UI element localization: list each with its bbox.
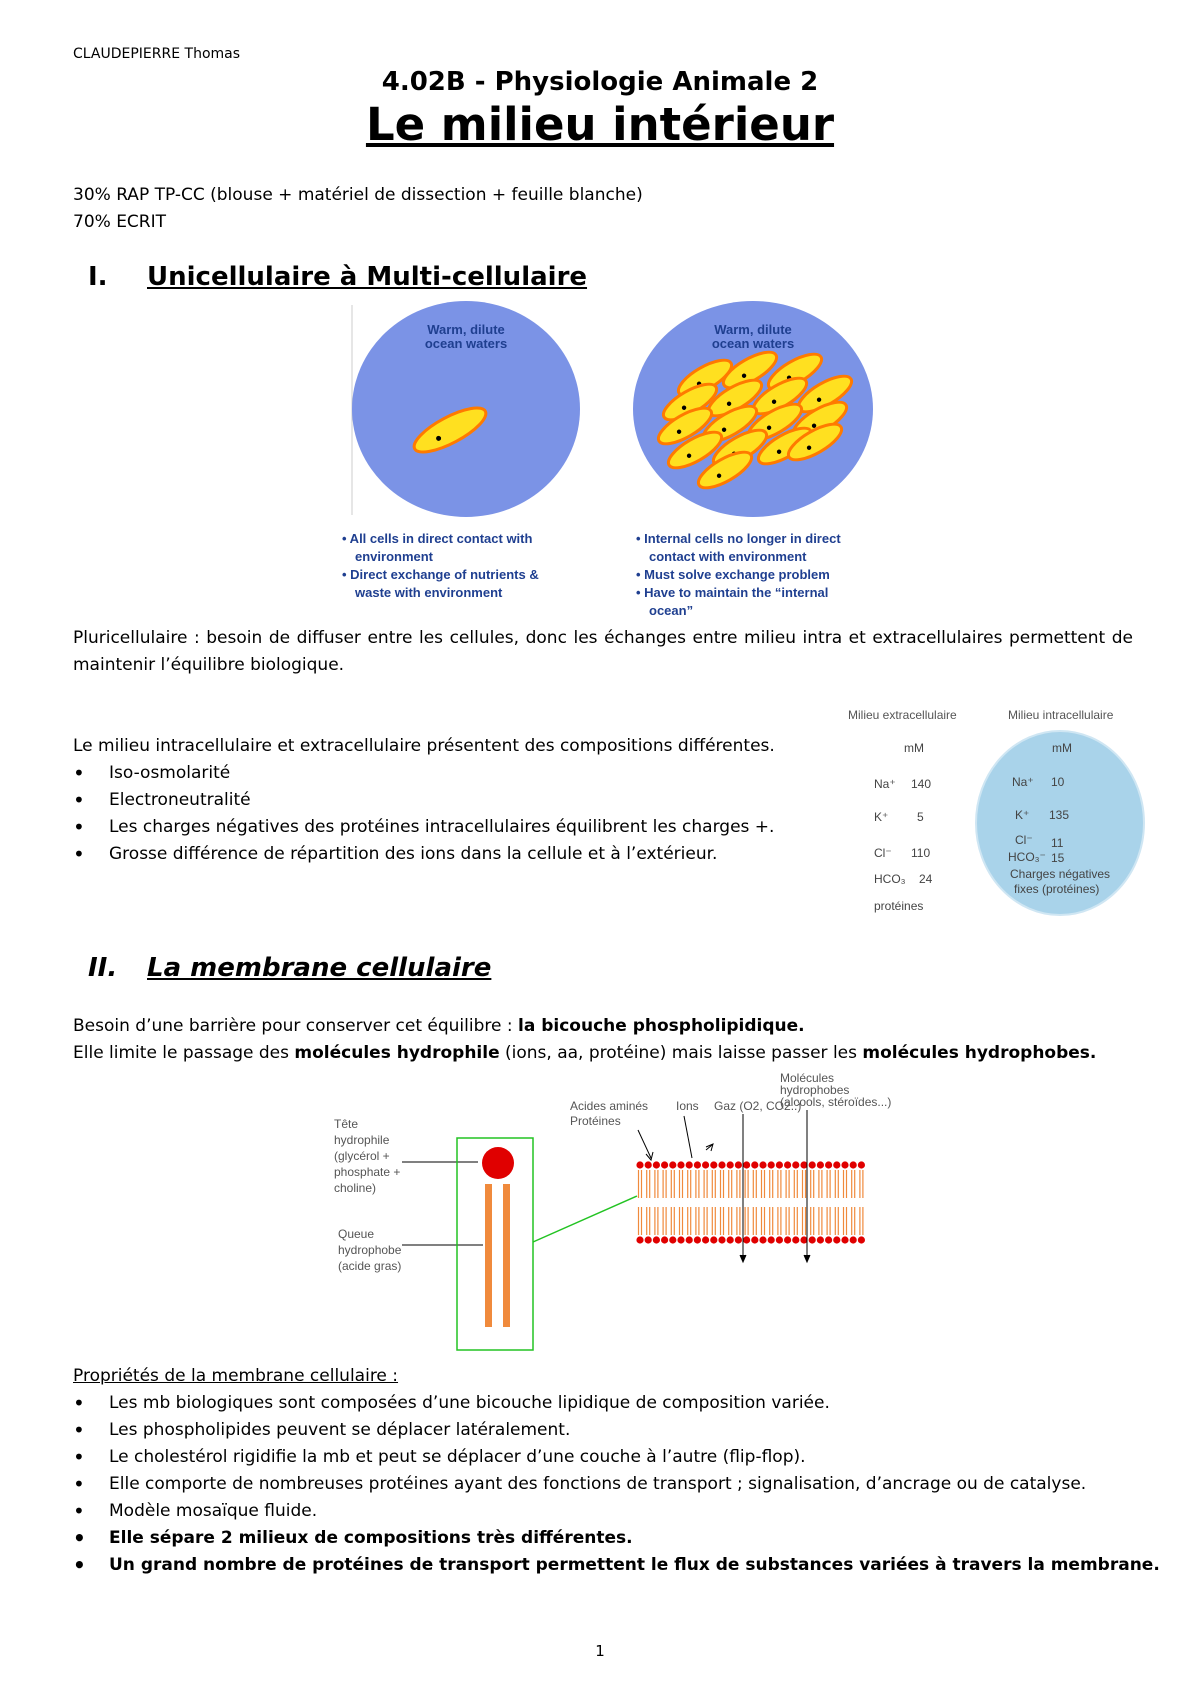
head-label-3: (glycérol + xyxy=(334,1149,390,1163)
hydrophobic-tail xyxy=(485,1184,492,1327)
hydrophobic-label-2: hydrophobes xyxy=(780,1083,850,1097)
list-item: • Les charges négatives des protéines intracellulaires équilibrent les charges +. xyxy=(73,814,774,841)
intra-note-2: fixes (protéines) xyxy=(1014,882,1100,896)
intra-note-1: Charges négatives xyxy=(1010,867,1111,881)
right-bullet-4: • Have to maintain the “internal xyxy=(636,585,829,600)
right-bullet-1: • Internal cells no longer in direct xyxy=(636,531,841,546)
list-item: • Elle comporte de nombreuses protéines ayant des fonctions de transport ; signalisation, d’ancrage ou de catalyse. xyxy=(73,1471,1160,1498)
head-label-1: Tête xyxy=(334,1117,359,1131)
tail-label-2: hydrophobe xyxy=(338,1243,402,1257)
page-title: Le milieu intérieur xyxy=(365,98,835,151)
permeability-sentence xyxy=(73,1043,1096,1063)
extra-ion-value: 5 xyxy=(917,810,924,824)
extra-ion-name: HCO₃ xyxy=(874,872,906,886)
grading-line-2: 70% ECRIT xyxy=(73,212,167,232)
left-bullet-4: waste with environment xyxy=(355,585,503,600)
head-label-5: choline) xyxy=(334,1181,377,1195)
list-item: • Le cholestérol rigidifie la mb et peut se déplacer d’une couche à l’autre (flip-flop). xyxy=(73,1444,1160,1471)
intra-ion-name: Cl⁻ xyxy=(1015,833,1033,847)
extracellular-unit: mM xyxy=(904,741,924,755)
lipid-bilayer xyxy=(636,1161,865,1243)
list-item: • Grosse différence de répartition des ions dans la cellule et à l’extérieur. xyxy=(73,841,774,868)
list-item: • Modèle mosaïque fluide. xyxy=(73,1498,1160,1525)
right-bullet-2: contact with environment xyxy=(649,549,807,564)
course-title: 4.02B - Physiologie Animale 2 xyxy=(381,67,819,97)
unicellular-multicellular-figure xyxy=(340,300,900,620)
hydrophobic-label-3: (alcools, stéroïdes...) xyxy=(780,1095,892,1109)
hydrophobic-term: molécules hydrophobes. xyxy=(862,1043,1097,1063)
bilayer-term: la bicouche phospholipidique. xyxy=(518,1016,805,1036)
right-bullet-5: ocean” xyxy=(649,603,694,618)
barrier-text: Besoin d’une barrière pour conserver cet équilibre : xyxy=(73,1016,519,1036)
extra-ion-name: protéines xyxy=(874,899,924,913)
properties-list xyxy=(73,1390,1160,1579)
hydrophobic-tail xyxy=(503,1184,510,1327)
section-2-number: II. xyxy=(88,953,118,983)
tail-label-1: Queue xyxy=(338,1227,375,1241)
list-item: • Les mb biologiques sont composées d’une bicouche lipidique de composition variée. xyxy=(73,1390,1160,1417)
aa-blocked-arrow xyxy=(638,1130,651,1158)
author-name: CLAUDEPIERRE Thomas xyxy=(73,46,241,62)
intra-ion-value: 10 xyxy=(1051,775,1065,789)
membrane-figure xyxy=(320,1070,892,1360)
head-label-4: phosphate + xyxy=(334,1165,401,1179)
pluricellular-paragraph: Pluricellulaire : besoin de diffuser entre les cellules, donc les échanges entre milieu intra et extracellulaires permettent de maintenir l’équilibre biologique. xyxy=(73,628,1133,675)
right-circle-caption-1: Warm, dilute xyxy=(714,322,792,337)
list-item: • Electroneutralité xyxy=(73,787,774,814)
tail-label-3: (acide gras) xyxy=(338,1259,402,1273)
grading-line-1: 30% RAP TP-CC (blouse + matériel de dissection + feuille blanche) xyxy=(73,185,643,205)
head-label-2: hydrophile xyxy=(334,1133,390,1147)
barrier-sentence xyxy=(73,1016,805,1036)
hydrophobic-label-1: Molécules xyxy=(780,1071,835,1085)
extra-ion-name: Na⁺ xyxy=(874,777,896,791)
list-item: • Un grand nombre de protéines de transport permettent le flux de substances variées à travers la membrane. xyxy=(73,1552,1160,1579)
hydrophilic-term: molécules hydrophile xyxy=(294,1043,500,1063)
permeability-text: (ions, aa, protéine) mais laisse passer les xyxy=(499,1043,863,1063)
intracellular-unit: mM xyxy=(1052,741,1072,755)
properties-title: Propriétés de la membrane cellulaire : xyxy=(73,1366,399,1386)
extra-ion-value: 140 xyxy=(911,777,932,791)
extra-ion-value: 24 xyxy=(919,872,933,886)
extra-ion-name: K⁺ xyxy=(874,810,889,824)
composition-bullets xyxy=(73,760,774,868)
intra-ion-name: HCO₃⁻ xyxy=(1008,850,1046,864)
intra-ion-name: K⁺ xyxy=(1015,808,1030,822)
ion-composition-figure xyxy=(840,702,1160,932)
ions-label: Ions xyxy=(676,1099,699,1113)
gas-label: Gaz (O2, CO2..) xyxy=(714,1099,802,1113)
left-circle-caption-1: Warm, dilute xyxy=(427,322,505,337)
intracellular-title: Milieu intracellulaire xyxy=(1008,708,1114,722)
right-bullet-3: • Must solve exchange problem xyxy=(636,567,830,582)
section-1-title: Unicellulaire à Multi-cellulaire xyxy=(147,262,588,292)
right-circle-caption-2: ocean waters xyxy=(711,336,795,351)
intra-ion-value: 15 xyxy=(1051,851,1065,865)
extra-ion-name: Cl⁻ xyxy=(874,846,892,860)
extra-ion-value: 110 xyxy=(911,846,931,860)
intra-ion-value: 135 xyxy=(1049,808,1070,822)
left-bullet-3: • Direct exchange of nutrients & xyxy=(342,567,539,582)
hydrophilic-head xyxy=(482,1147,514,1179)
list-item: • Iso-osmolarité xyxy=(73,760,774,787)
intra-ion-name: Na⁺ xyxy=(1012,775,1034,789)
left-circle-caption-2: ocean waters xyxy=(424,336,508,351)
ions-blocked-arrow xyxy=(684,1116,692,1158)
extracellular-title: Milieu extracellulaire xyxy=(848,708,957,722)
intra-ion-value: 11 xyxy=(1051,836,1064,850)
permeability-text: Elle limite le passage des xyxy=(73,1043,295,1063)
list-item: • Elle sépare 2 milieux de compositions très différentes. xyxy=(73,1525,1160,1552)
amino-acid-label-1: Acides aminés xyxy=(570,1099,649,1113)
section-2-title: La membrane cellulaire xyxy=(147,953,492,983)
section-1-number: I. xyxy=(88,262,108,292)
left-bullet-2: environment xyxy=(355,549,434,564)
list-item: • Les phospholipides peuvent se déplacer latéralement. xyxy=(73,1417,1160,1444)
left-bullet-1: • All cells in direct contact with xyxy=(342,531,533,546)
composition-intro: Le milieu intracellulaire et extracellulaire présentent des compositions différentes. xyxy=(73,736,775,756)
amino-acid-label-2: Protéines xyxy=(570,1114,621,1128)
page-number: 1 xyxy=(595,1642,605,1660)
